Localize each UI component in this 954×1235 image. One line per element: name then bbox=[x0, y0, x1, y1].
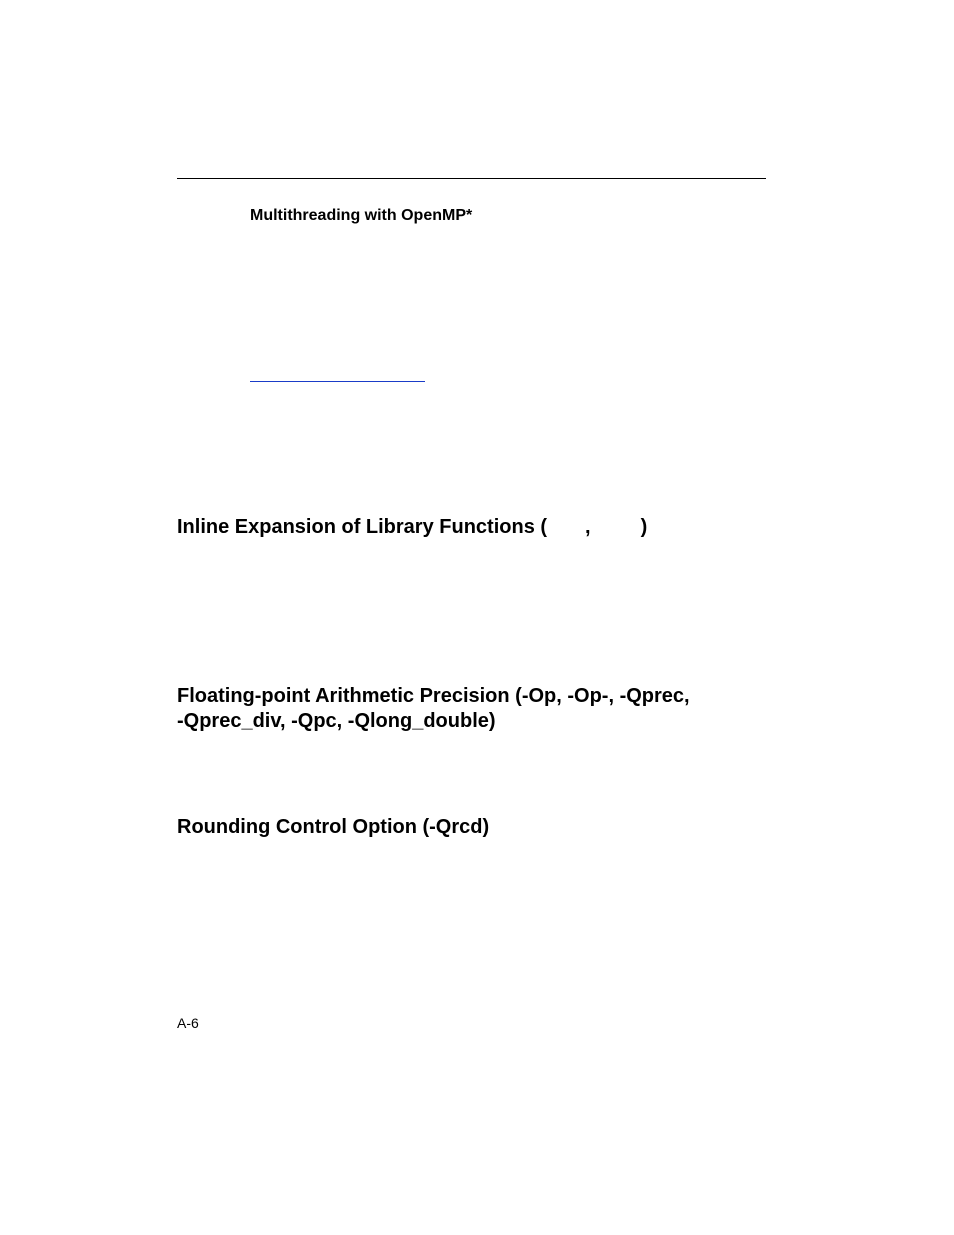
hyperlink-underline[interactable] bbox=[250, 381, 425, 382]
heading-suffix: ) bbox=[640, 516, 648, 538]
heading-line-2: -Qprec_div, -Qpc, -Qlong_double) bbox=[177, 710, 496, 732]
page-number: A-6 bbox=[177, 1015, 199, 1031]
heading-separator: , bbox=[585, 516, 591, 538]
running-head: Multithreading with OpenMP* bbox=[250, 207, 473, 224]
section-heading-inline-expansion bbox=[177, 515, 647, 540]
heading-line-1: Floating-point Arithmetic Precision (-Op, -Op-, -Qprec, bbox=[177, 685, 690, 707]
section-heading-rounding-control: Rounding Control Option (-Qrcd) bbox=[177, 816, 490, 838]
header-rule bbox=[177, 178, 766, 179]
heading-prefix: Inline Expansion of Library Functions ( bbox=[177, 516, 548, 538]
section-heading-floating-point bbox=[177, 684, 690, 734]
